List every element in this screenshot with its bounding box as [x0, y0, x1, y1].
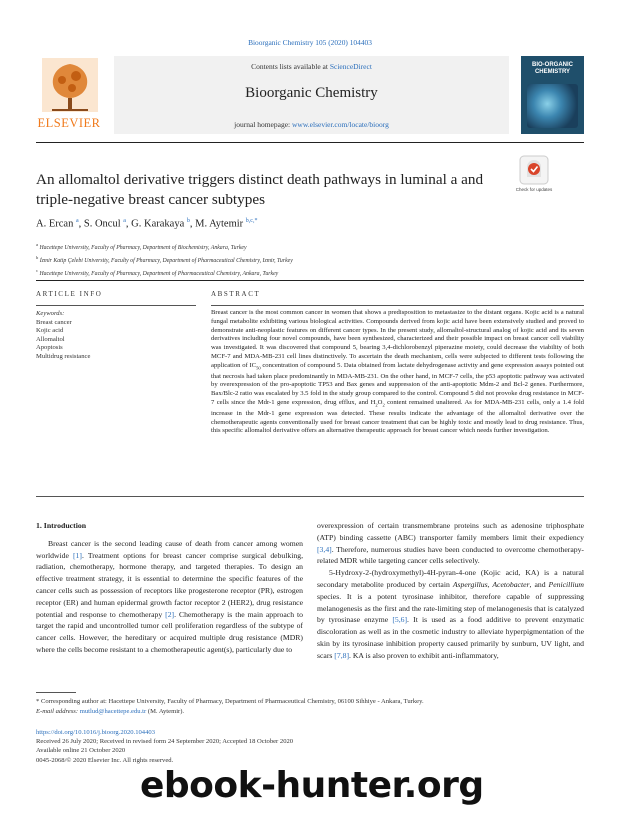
body-text-italic: Penicillium	[548, 579, 584, 589]
citation-link[interactable]: [7,8]	[334, 650, 350, 660]
elsevier-tree-icon	[42, 58, 98, 112]
copyright: 0045-2068/© 2020 Elsevier Inc. All rights reserved.	[36, 756, 174, 764]
online-date: Available online 21 October 2020	[36, 747, 126, 755]
check-for-updates-icon[interactable]	[519, 155, 549, 185]
affiliation-marker: b	[36, 254, 39, 260]
journal-reference[interactable]: Bioorganic Chemistry 105 (2020) 104403	[248, 38, 372, 47]
journal-cover[interactable]	[521, 56, 584, 134]
body-text: . Treatment options for breast cancer comprise surgical debulking, radiation, chemotherapy, hormone therapy, and targeted therapies. To design an effective treatment strategy, it is essential to determine the specific features of the cancer cells such as possession of receptors like progesterone receptor (PR), estrogen receptor (ER) and human epidermal growth factor receptor 2 (HER2), drug resistance potential and response to chemotherapy	[36, 550, 303, 619]
author-affil-marker[interactable]: b	[186, 218, 190, 224]
homepage-link[interactable]: www.elsevier.com/locate/bioorg	[292, 120, 389, 129]
keyword: Apoptosis	[36, 344, 63, 352]
author-name[interactable]: M. Aytemir	[195, 218, 244, 230]
header-rule	[36, 142, 584, 143]
keyword: Kojic acid	[36, 327, 64, 335]
body-text-italic: Aspergillus, Acetobacter	[452, 579, 530, 589]
elsevier-logo[interactable]	[36, 56, 102, 134]
journal-title: Bioorganic Chemistry	[245, 85, 378, 101]
affiliation-marker: a	[36, 242, 38, 247]
email-label: E-mail address:	[36, 708, 80, 715]
homepage-prefix: journal homepage:	[234, 120, 293, 129]
cover-image	[527, 84, 578, 128]
keyword: Breast cancer	[36, 318, 72, 326]
abstract-subscript: 2	[382, 402, 385, 408]
citation-link[interactable]: [1]	[73, 550, 82, 560]
citation-link[interactable]: [2]	[165, 609, 175, 619]
email-suffix: (M. Aytemir).	[146, 708, 185, 715]
body-text: . KA is also proven to exhibit anti-inflammatory,	[349, 650, 499, 660]
citation-link[interactable]: [5,6]	[392, 615, 408, 625]
body-paragraph	[317, 567, 584, 661]
abstract-subscript: 50	[256, 364, 261, 370]
author-affil-marker[interactable]: b,c,*	[245, 218, 258, 224]
keyword: Multidrug resistance	[36, 352, 91, 360]
affiliations	[36, 240, 536, 279]
abstract-part: content remained unaltered. As for MDA-MB-231 cells, only a 1.4 fold increase in the Mdr-1 gene expression was detected. These results indicate the advantage of the allomaltol derivative over the chemotherapeutic agents conventionally used for breast cancer treatment that can be highly toxic and mostly lead to drug resistance. Thus, this specific allomaltol derivative offers an alternative therapeutic approach for breast cancer which needs further investigation.	[211, 398, 584, 435]
abstract-part: concentration of compound 5. Data obtained from lactate dehydrogenase activity and gene expression assays pointed out that necrosis had taken place predominantly in MDA-MB-231. On the other hand, in MCF-7 cells, the p53 apoptotic pathway was activated by overexpression of the pro-apoptotic TP53 and Bax genes and suppression of the anti-apoptotic Mdm-2 and Bcl-2 genes. Furthermore, Bax/Blc-2 ratio was escalated by 3.5 fold in the study group compared to the control. Compound 5 did not provoke drug resistance in MCF-7 cells since the Mdr-1 gene expression, drug efflux, and H	[211, 361, 584, 406]
affiliation	[36, 240, 536, 253]
email-line	[36, 707, 584, 717]
watermark-text: ebook-hunter.org	[140, 765, 484, 806]
corresponding-author-note: * Corresponding author at: Hacettepe University, Faculty of Pharmacy, Department of Pharmaceutical Chemistry, 06100 Sihhiye - Ankara, Turkey.	[36, 698, 424, 705]
elsevier-wordmark: ELSEVIER	[37, 116, 101, 130]
journal-masthead	[36, 56, 584, 136]
body-text: , and	[529, 579, 549, 589]
keywords-block	[36, 310, 186, 362]
affiliation-marker: c	[36, 267, 38, 273]
affiliation-text: Hacettepe University, Faculty of Pharmacy, Department of Pharmaceutical Chemistry, Ankara, Turkey	[39, 270, 279, 277]
author-name[interactable]: A. Ercan	[36, 218, 74, 230]
check-for-updates-label[interactable]: Check for updates	[515, 187, 553, 192]
section-rule	[36, 280, 584, 281]
citation-link[interactable]: [3,4]	[317, 544, 332, 554]
affiliation	[36, 253, 536, 266]
author-name[interactable]: S. Oncul	[83, 218, 121, 230]
keywords-label: Keywords:	[36, 310, 65, 317]
publication-info	[36, 728, 436, 765]
body-column-right	[317, 520, 584, 662]
abstract-bottom-rule	[36, 496, 584, 497]
body-text: Breast cancer is the second leading cause of death from cancer among women worldwide	[36, 538, 303, 560]
paper-title: An allomaltol derivative triggers distinct death pathways in luminal a and triple-negative breast cancer subtypes	[36, 171, 484, 208]
article-info-rule	[36, 305, 196, 306]
keyword: Allomaltol	[36, 335, 65, 343]
affiliation-text: İzmir Katip Çelebi University, Faculty of Pharmacy, Department of Pharmaceutical Chemistry, Izmir, Turkey	[39, 257, 293, 264]
cover-title: BIO-ORGANIC CHEMISTRY	[532, 62, 573, 75]
received-dates: Received 26 July 2020; Received in revised form 24 September 2020; Accepted 18 October 2020	[36, 738, 294, 746]
body-text: species. It is a potent tyrosinase inhibitor, therefore capable of suppressing melanogenesis as the first and the rate-limiting step of melanogenesis that is catalyzed by tyrosinase enzyme	[317, 591, 584, 625]
body-text: overexpression of certain transmembrane proteins such as adenosine triphosphate (ATP) binding cassette (ABC) transporter family members limit their expediency	[317, 521, 584, 542]
doi-link[interactable]: https://doi.org/10.1016/j.bioorg.2020.104403	[36, 729, 155, 736]
body-column-left	[36, 520, 303, 656]
affiliation	[36, 266, 536, 279]
author-affil-marker[interactable]: a	[75, 218, 79, 224]
article-info-heading: ARTICLE INFO	[36, 290, 103, 298]
author-name[interactable]: G. Karakaya	[131, 218, 185, 230]
body-text: . It is used as a food additive to prevent enzymatic discoloration as well as in the cosmetic industry to alleviate hyperpigmentation of the skin by its tyrosinase inhibition property caused primarily by sunburn, UV light, and scars	[317, 615, 584, 660]
affiliation-text: Hacettepe University, Faculty of Pharmacy, Department of Biochemistry, Ankara, Turkey	[39, 244, 247, 251]
abstract-text	[211, 309, 584, 436]
homepage-line	[114, 120, 509, 129]
contents-prefix: Contents lists available at	[251, 62, 330, 71]
email-link[interactable]: mutlud@hacettepe.edu.tr	[79, 708, 147, 715]
abstract-heading: ABSTRACT	[211, 290, 261, 298]
contents-line	[114, 62, 509, 71]
body-text: 5-Hydroxy-2-(hydroxymethyl)-4H-pyran-4-one (Kojic acid, KA) is a natural secondary metabolite produced by certain	[317, 568, 584, 589]
sciencedirect-link[interactable]: ScienceDirect	[329, 62, 372, 71]
author-list: A. Ercan $^a$, S. Oncul $^a$, G. Karakaya $^b$, M. Aytemir $^{b,c,*}$	[36, 218, 258, 230]
body-paragraph	[36, 538, 303, 656]
abstract-rule	[211, 305, 584, 306]
footnote-rule	[36, 692, 76, 693]
abstract-part: O	[377, 398, 383, 406]
author-affil-marker[interactable]: a	[123, 218, 126, 224]
body-paragraph	[317, 520, 584, 567]
intro-heading: 1. Introduction	[36, 521, 87, 530]
footnote	[36, 697, 584, 717]
abstract-part: Breast cancer is the most common cancer in women that shows a predisposition to metastasize to the distant organs. Kojic acid is a natural fungal metabolite exhibiting various biological activities. Compounds derived from kojic acid have been extensively studied and proved to demonstrate anti-neoplastic features on different cancer types. In the present study, allomaltol-structural analog of kojic acid and its seven derivatives including four novel compounds, have been synthesized, characterized and their possible impact on breast cancer cell viability was investigated. It was discovered that compound 5, bearing 3,4-dichlorobenzyl piperazine moiety, could decrease the viability of both MCF-7 and MDA-MB-231 cell lines distinctively. To ascertain the death mechanism, cells were subjected to different tests following the application of IC	[211, 309, 584, 369]
masthead-center	[114, 56, 509, 134]
body-text: . Chemotherapy is the main approach to target the rapid and uncontrolled tumor cell proliferation regardless of the subtype of cancer cells. However, the hereditary or acquired multiple drug resistance (MDR) where the cells become resistant to a chemotherapeutic agent(s), particularly due to	[36, 609, 303, 654]
body-text: . Therefore, numerous studies have been conducted to overcome chemotherapy-related MDR while targeting cancer cells selectively.	[317, 544, 584, 566]
abstract-subscript: 2	[375, 402, 378, 408]
